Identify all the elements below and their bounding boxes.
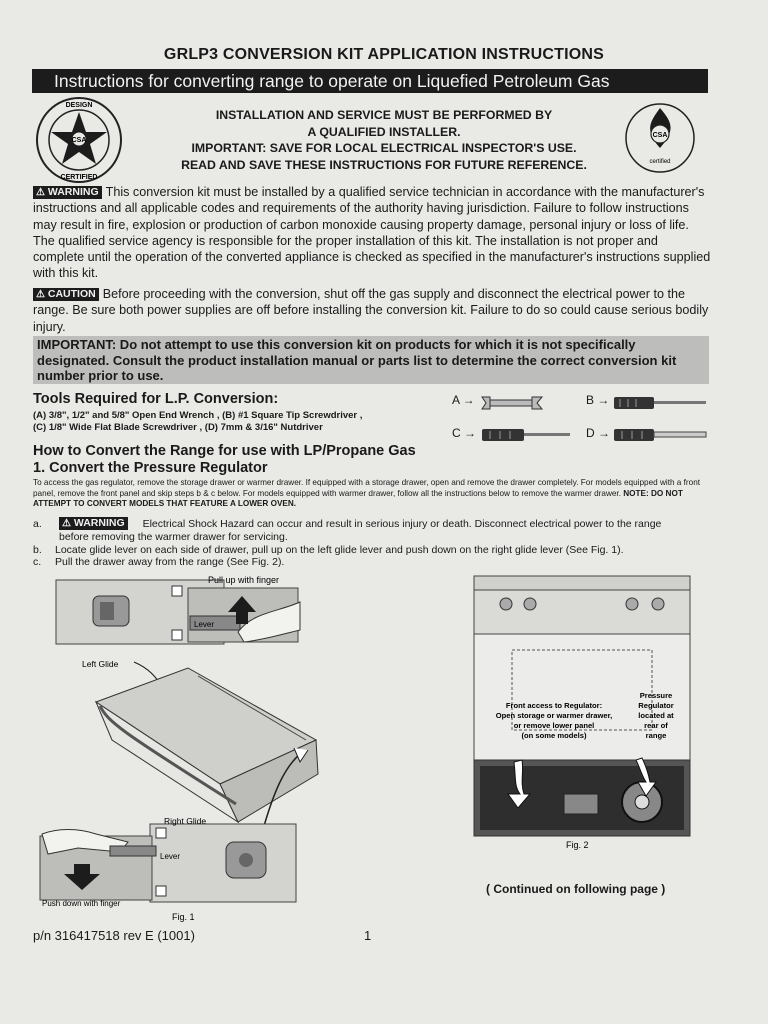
warning-tag [33, 186, 102, 199]
warning-paragraph [33, 184, 711, 282]
continued-note: ( Continued on following page ) [486, 882, 666, 896]
fig2-front-access-2: Open storage or warmer drawer, [495, 711, 613, 720]
important-box: IMPORTANT: Do not attempt to use this conversion kit on products for which it is not specifically designated. Consult the product installation manual or parts list to determine the correct conversion kit number prior to use. [33, 336, 709, 384]
tool-label-a: A → [452, 393, 475, 407]
fig1-lever-bottom: Lever [160, 852, 181, 861]
logo-mark-right: CSA [652, 132, 668, 139]
warning-tag-label: WARNING [47, 186, 99, 198]
warning-icon: ⚠ [36, 187, 45, 198]
figure-2-range-front [470, 572, 696, 854]
step-a-warning-tag [59, 517, 128, 530]
howto-heading: How to Convert the Range for use with LP/Propane Gas [33, 443, 416, 459]
step-a-letter: a. [33, 518, 42, 530]
figure-1-drawer-glides [38, 572, 330, 922]
step-b [33, 544, 723, 557]
tools-heading: Tools Required for L.P. Conversion: [33, 391, 279, 407]
notice-line-3: IMPORTANT: SAVE FOR LOCAL ELECTRICAL INSPECTOR'S USE. [191, 141, 577, 155]
logo-top-text: DESIGN [65, 102, 93, 109]
open-end-wrench-icon [480, 393, 544, 413]
fig2-pressure-1: Pressure [639, 691, 673, 700]
howto-section [33, 443, 723, 510]
fig1-push-down-label: Push down with finger [42, 899, 121, 908]
tool-label-d: D → [586, 426, 610, 440]
step-a-tag-label: WARNING [73, 517, 125, 529]
fig1-pull-up-label: Pull up with finger [208, 575, 280, 585]
caution-tag [33, 288, 99, 301]
subtitle-banner: Instructions for converting range to operate on Liquefied Petroleum Gas [32, 69, 708, 93]
step-a-text-2: before removing the warmer drawer for servicing. [59, 530, 288, 543]
caution-text: Before proceeding with the conversion, shut off the gas supply and disconnect the electrical power to the range. Be sure both power supplies are off before installing the conversion kit. Failure to do so could cause serious bodily injury. [33, 287, 709, 334]
caution-icon: ⚠ [36, 289, 45, 300]
part-number: p/n 316417518 rev E (1001) [33, 928, 195, 943]
fig1-lever-top: Lever [194, 620, 215, 629]
notice-line-4: READ AND SAVE THESE INSTRUCTIONS FOR FUTURE REFERENCE. [181, 157, 587, 172]
csa-design-certified-logo [34, 95, 124, 185]
caution-paragraph [33, 286, 711, 335]
step-a-text-1: Electrical Shock Hazard can occur and result in serious injury or death. Disconnect electrical power to the range [142, 518, 662, 530]
howto-intro: To access the gas regulator, remove the storage drawer or warmer drawer. If equipped with a storage drawer, open and remove the drawer completely. For models equipped with a front panel, remove the front panel and skip steps b & c below. For models equipped with warmer drawer, follow all the instructions below to remove the warmer drawer. [33, 478, 701, 498]
fig1-left-glide-label: Left Glide [82, 659, 119, 669]
tool-label-b: B → [586, 393, 610, 407]
fig1-caption: Fig. 1 [172, 912, 195, 922]
flat-blade-screwdriver-icon [480, 427, 576, 443]
notice-line-2: A QUALIFIED INSTALLER. [307, 124, 461, 139]
tools-section [33, 391, 453, 433]
page-number: 1 [364, 928, 372, 943]
tool-label-c: C → [452, 426, 476, 440]
fig2-caption: Fig. 2 [566, 840, 589, 850]
step-c-letter: c. [33, 556, 42, 568]
step-a [33, 517, 723, 543]
step-c [33, 556, 723, 569]
caution-tag-label: CAUTION [47, 288, 96, 300]
fig2-pressure-5: range [645, 731, 667, 740]
nutdriver-icon [612, 427, 710, 443]
installation-notice [120, 107, 648, 173]
fig2-front-access-1: Front access to Regulator: [505, 701, 603, 710]
howto-note: NOTE: DO NOT ATTEMPT TO CONVERT MODELS THAT FEATURE A LOWER OVEN. [33, 488, 683, 508]
page-title: GRLP3 CONVERSION KIT APPLICATION INSTRUCTIONS [163, 46, 605, 63]
tools-line-1: (A) 3/8", 1/2" and 5/8" Open End Wrench , (B) #1 Square Tip Screwdriver , [33, 410, 363, 421]
fig2-front-access-3: or remove lower panel [513, 721, 595, 730]
step-a-warning-icon: ⚠ [62, 518, 71, 529]
tools-line-2: (C) 1/8" Wide Flat Blade Screwdriver , (D) 7mm & 3/16" Nutdriver [33, 421, 323, 433]
step-b-text: Locate glide lever on each side of drawer, pull up on the left glide lever and push down on the right glide lever (See Fig. 1). [55, 544, 624, 556]
warning-text: This conversion kit must be installed by a qualified service technician in accordance with the manufacturer's instructions and all applicable codes and requirements of the authority having jurisdiction. Failure to follow instructions may result in fire, explosion or production of carbon monoxide causing property damage, personal injury or loss of life. The qualified service agency is responsible for the proper installation of this kit. The installation is not proper and complete until the operation of the converted appliance is checked as specified in the manufacturer's instructions supplied with this kit. [33, 185, 711, 281]
fig2-front-access-4: (on some models) [521, 731, 587, 740]
notice-line-1: INSTALLATION AND SERVICE MUST BE PERFORMED BY [215, 108, 553, 122]
logo-bottom-text: CERTIFIED [60, 174, 98, 181]
logo-mark-left: CSA [71, 137, 87, 144]
fig2-pressure-2: Regulator [638, 701, 674, 710]
step-c-text: Pull the drawer away from the range (See Fig. 2). [55, 556, 285, 568]
step-1-heading: 1. Convert the Pressure Regulator [33, 460, 268, 476]
fig2-pressure-3: located at [638, 711, 674, 720]
square-tip-screwdriver-icon [612, 395, 710, 411]
fig2-pressure-4: rear of [644, 721, 668, 730]
fig1-right-glide-label: Right Glide [164, 816, 207, 826]
step-b-letter: b. [33, 544, 42, 556]
logo-certified-text: certified [649, 159, 671, 165]
